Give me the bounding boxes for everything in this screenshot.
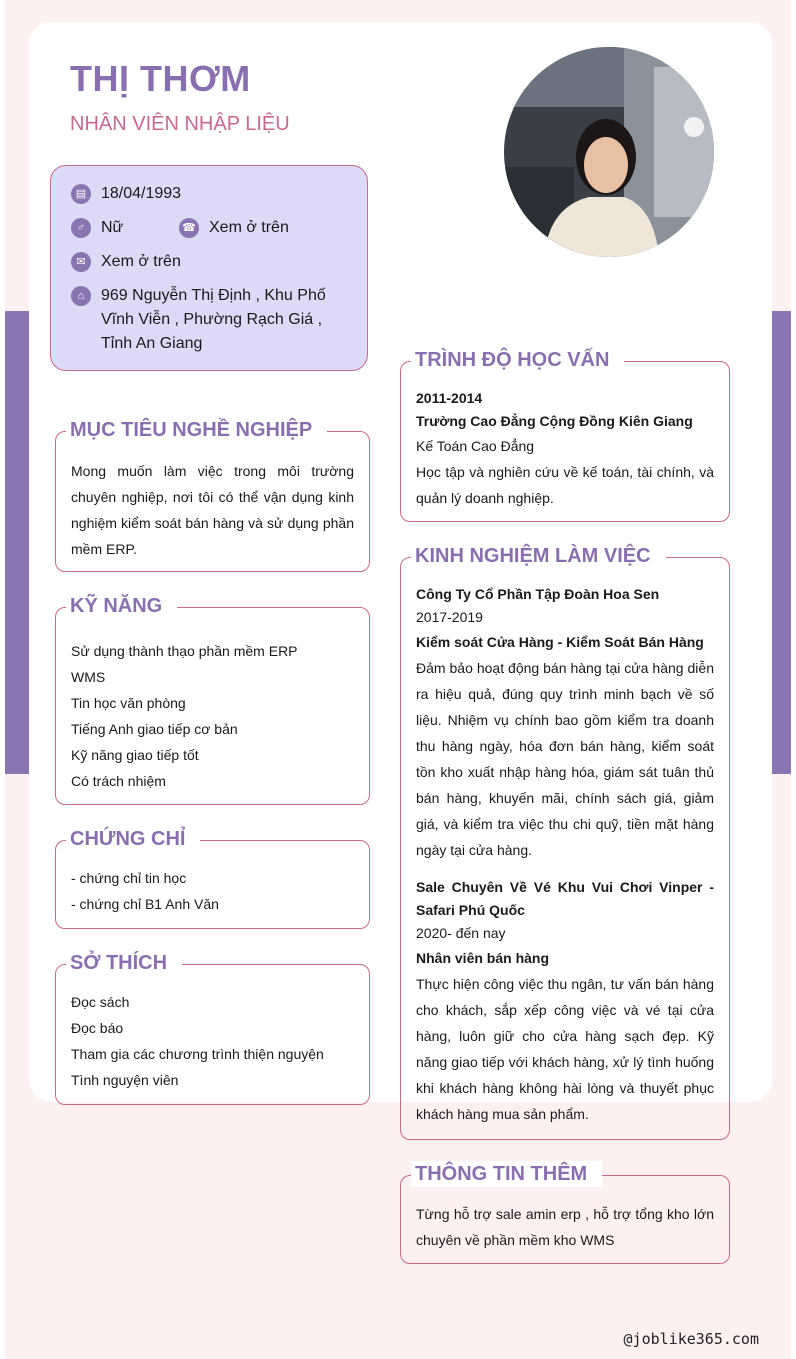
home-icon: ⌂ — [71, 286, 91, 306]
job-company: Công Ty Cổ Phần Tập Đoàn Hoa Sen — [416, 586, 660, 602]
hobby-item: Đọc báo — [71, 1020, 124, 1036]
hobbies-section — [55, 952, 370, 1105]
address-row — [71, 284, 347, 356]
site-watermark: @joblike365.com — [623, 1330, 759, 1348]
calendar-icon: ▤ — [71, 184, 91, 204]
certificate-item: - chứng chỉ tin học — [71, 870, 187, 886]
avatar — [504, 47, 714, 257]
gender-phone-row — [71, 216, 347, 240]
certificates-title: CHỨNG CHỈ — [66, 826, 200, 852]
education-school: Trường Cao Đẳng Cộng Đồng Kiên Giang — [416, 413, 693, 429]
left-decor-band — [5, 311, 29, 774]
gender-value: Nữ — [101, 219, 124, 236]
hobby-item: Tham gia các chương trình thiện nguyện — [71, 1046, 324, 1062]
birthday-value: 18/04/1993 — [101, 185, 182, 202]
additional-info-text: Từng hỗ trợ sale amin erp , hỗ trợ tổng kho lớn chuyên về phần mềm kho WMS — [416, 1206, 714, 1248]
candidate-name: THỊ THƠM — [70, 58, 251, 99]
experience-section — [400, 545, 730, 1140]
job-position: Kiểm soát Cửa Hàng - Kiểm Soát Bán Hàng — [416, 634, 704, 650]
phone-value: Xem ở trên — [209, 219, 289, 236]
skill-item: Tiếng Anh giao tiếp cơ bản — [71, 721, 238, 737]
job-description: Đảm bảo hoạt động bán hàng tại cửa hàng diễn ra hiệu quả, đúng quy trình minh bạch về số liệu. Nhiệm vụ chính bao gồm kiểm tra doanh thu hàng ngày, hóa đơn bán hàng, kiểm soát tồn kho xuất nhập hàng hóa, giám sát tuân thủ bán hàng, khuyến mãi, chính sách giá, giảm giá, và kiểm tra việc thu chi quỹ, tiền mặt hàng ngày tại cửa hàng. — [416, 660, 714, 858]
candidate-job-title: NHÂN VIÊN NHẬP LIỆU — [70, 113, 290, 135]
objective-text: Mong muốn làm việc trong môi trường chuyên nghiệp, nơi tôi có thể vận dụng kinh nghiệm kiểm soát bán hàng và sử dụng phần mềm ERP. — [71, 463, 354, 557]
gender-icon: ♂ — [71, 218, 91, 238]
experience-job — [416, 876, 714, 1127]
job-description: Thực hiện công việc thu ngân, tư vấn bán hàng cho khách, sắp xếp công việc và vé tại cửa hàng, luôn giữ cho cửa hàng sạch đẹp. Kỹ năng giao tiếp với khách hàng, xử lý tình huống khi khách hàng không hài lòng và thuyết phục khách hàng mua sản phẩm. — [416, 976, 714, 1122]
contact-box — [50, 165, 368, 371]
additional-info-title: THÔNG TIN THÊM — [411, 1161, 602, 1187]
job-company: Sale Chuyên Về Vé Khu Vui Chơi Vinper - Safari Phú Quốc — [416, 879, 714, 918]
objective-section — [55, 419, 370, 572]
skill-item: Có trách nhiệm — [71, 773, 166, 789]
skills-title: KỸ NĂNG — [66, 593, 177, 619]
phone-icon: ☎ — [179, 218, 199, 238]
email-icon: ✉ — [71, 252, 91, 272]
address-value: 969 Nguyễn Thị Định , Khu Phố Vĩnh Viễn , Phường Rạch Giá , Tỉnh An Giang — [101, 287, 326, 352]
job-period: 2020- đến nay — [416, 925, 506, 941]
experience-job — [416, 583, 714, 863]
job-position: Nhân viên bán hàng — [416, 950, 550, 966]
skill-item: Tin học văn phòng — [71, 695, 186, 711]
additional-info-section — [400, 1163, 730, 1264]
skills-section — [55, 595, 370, 805]
certificates-section — [55, 828, 370, 929]
education-major: Kế Toán Cao Đẳng — [416, 438, 535, 454]
hobby-item: Đọc sách — [71, 994, 130, 1010]
cv-page — [5, 0, 791, 1359]
hobbies-title: SỞ THÍCH — [66, 950, 182, 976]
education-description: Học tập và nghiên cứu về kế toán, tài chính, và quản lý doanh nghiệp. — [416, 464, 714, 506]
experience-title: KINH NGHIỆM LÀM VIỆC — [411, 543, 666, 569]
job-period: 2017-2019 — [416, 609, 483, 625]
skill-item: Sử dụng thành thạo phần mềm ERP — [71, 643, 298, 659]
skill-item: Kỹ năng giao tiếp tốt — [71, 747, 199, 763]
education-section — [400, 349, 730, 522]
email-row — [71, 250, 347, 274]
objective-title: MỤC TIÊU NGHỀ NGHIỆP — [66, 417, 327, 443]
skill-item: WMS — [71, 669, 106, 685]
certificate-item: - chứng chỉ B1 Anh Văn — [71, 896, 219, 912]
hobby-item: Tình nguyện viên — [71, 1072, 179, 1088]
education-title: TRÌNH ĐỘ HỌC VẤN — [411, 347, 624, 373]
education-period: 2011-2014 — [416, 390, 483, 406]
birthday-row — [71, 182, 347, 206]
email-value: Xem ở trên — [101, 253, 181, 270]
